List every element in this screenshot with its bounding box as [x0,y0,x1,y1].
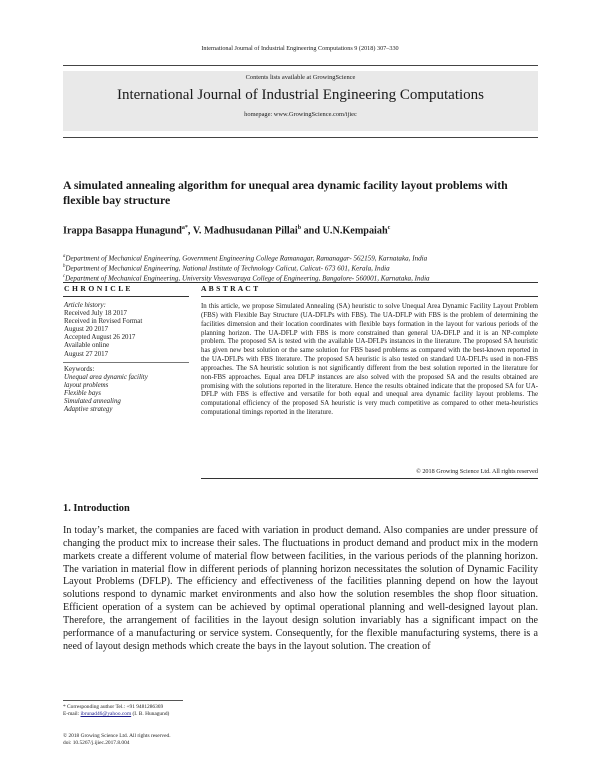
abstract-text: In this article, we propose Simulated Annealing (SA) heuristic to solve Unequal Area Dynamic Facility Layout Problem (FBS) with Flexible Bay Structure (UA-DFLPs with FBS). The UA-DFLP with FBS is the problem of determining the facilities dimension and their location coordinates with flexible bays formation in the layout for various periods of the planning horizon. The UA-DFLP with FBS is more constrained than general UA-DFLP and it is an NP-complete problem. The proposed SA is tested with the available UA-DFLPs instances in the literature. The proposed SA heuristic has given new best solution or the same solution for FBS based problems as compared with the best-known reported in the UA-DFLPs with FBS literature. The proposed SA heuristic is also tested on standard UA-DFLPs used in non-FBS approaches. The SA heuristic solution is not significantly different from the best solution reported in the literature for non-FBS approaches. Equal area DFLP instances are also solved with the proposed SA and the results obtained are promising with the solutions reported in the literature. Hence the results obtained indicate that the proposed SA for UA-DFLP with FBS is effective and versatile for both equal and unequal area dynamic facility layout problems. The computational efficiency of the proposed SA heuristic is very much competitive as compared to other meta-heuristics computational timings reported in the literature. [201,303,538,417]
affiliation-text: Department of Mechanical Engineering, Government Engineering College Ramanagar, Ramanagar- 562159, Karnataka, India [65,254,428,263]
section-heading-introduction: 1. Introduction [63,503,130,514]
email-label: E-mail: [63,711,81,717]
email-line [63,711,363,718]
doi[interactable]: doi: 10.5267/j.ijiec.2017.8.004 [63,740,130,746]
history-line: August 27 2017 [64,350,109,358]
history-line: Received in Revised Format [64,318,143,326]
keyword: Flexible bays [64,390,101,398]
info-rule-top [63,282,538,283]
affiliation-mark: c [63,274,66,279]
keyword: layout problems [64,382,109,390]
chronicle-rule [63,296,189,297]
affiliation-text: Department of Mechanical Engineering, National Institute of Technology Calicut, Calicut- 673 601, Kerala, India [65,264,390,273]
keyword: Adaptive strategy [64,406,113,414]
abstract-rule-bottom [201,478,538,479]
abstract-heading: A B S T R A C T [201,284,259,293]
keyword: Unequal area dynamic facility [64,374,148,382]
keywords-label: Keywords: [64,366,95,373]
author-separator: , [187,225,193,237]
abstract-copyright: © 2018 Growing Science Ltd. All rights reserved [416,468,538,475]
author-affiliation-mark: b [297,225,302,231]
history-label: Article history: [64,302,106,309]
abstract-rule [201,296,538,297]
history-line: August 20 2017 [64,326,109,334]
affiliation-mark: b [63,264,66,269]
history-line: Available online [64,342,110,350]
affiliation-mark: a [63,254,66,259]
article-title: A simulated annealing algorithm for unequal area dynamic facility layout problems with flexible bay structure [63,178,508,207]
author-name: V. Madhusudanan Pillai [192,225,298,237]
author-affiliation-mark: c [387,225,391,231]
contents-availability: Contents lists available at GrowingScience [245,74,356,81]
keyword-list [64,366,184,415]
email-suffix: (I. B. Hunagund) [131,711,170,717]
publication-note [63,733,363,747]
footer-copyright: © 2018 Growing Science Ltd. All rights reserved. [63,733,171,739]
footnote-rule [63,700,183,701]
journal-title: International Journal of Industrial Engineering Computations [116,87,484,103]
running-head: International Journal of Industrial Engineering Computations 9 (2018) 307–330 [201,45,399,52]
article-history [64,302,184,359]
author-separator: and [301,225,323,237]
author-affiliation-mark: a* [181,225,188,231]
introduction-text: In today’s market, the companies are faced with variation in product demand. Also companies are under pressure of changing the product mix to increase their sales. The fluctuations in product demand and product mix in the modern markets create a different volume of material flow between facilities, in the various periods of the planning horizon. The variation in material flow in different periods of planning horizon necessitates the solution of Dynamic Facility Layout Problems (DFLP). The efficiency and effectiveness of the facilities planning depend on how the layout solutions respond to dynamic market environments and also how the solution resembles the shop floor situation. Efficient operation of a system can be achieved by optimal operational planning and well-designed layout plan. Therefore, the arrangement of facilities in the layout design solution invariably has a significant impact on the performance of a manufacturing or service system. Consequently, for the flexible manufacturing systems, there is a need of layout design methods which create the bays in the layout solution. The creation of [63,525,538,652]
history-line: Received July 18 2017 [64,310,127,318]
keywords-divider [63,362,189,363]
email-link[interactable]: ibrunad46@yahoo.com [80,711,132,717]
author-name: Irappa Basappa Hunagund [63,225,182,237]
header-divider-bottom [63,137,538,138]
corresponding-author: * Corresponding author Tel.: +91 9481286369 [63,704,164,710]
keyword: Simulated annealing [64,398,121,406]
author-list [63,225,538,236]
footnotes [63,704,363,718]
journal-banner [63,71,538,131]
journal-homepage[interactable]: homepage: www.GrowingScience.com/ijiec [244,111,357,118]
author-name: U.N.Kempaiah [322,225,388,237]
affiliation-text: Department of Mechanical Engineering, University Visvesvaraya College of Engineering, Bangalore- 560001, Karnataka, India [65,274,430,283]
history-line: Accepted August 26 2017 [64,334,136,342]
chronicle-heading: C H R O N I C L E [64,284,131,293]
header-divider-top [63,65,538,66]
